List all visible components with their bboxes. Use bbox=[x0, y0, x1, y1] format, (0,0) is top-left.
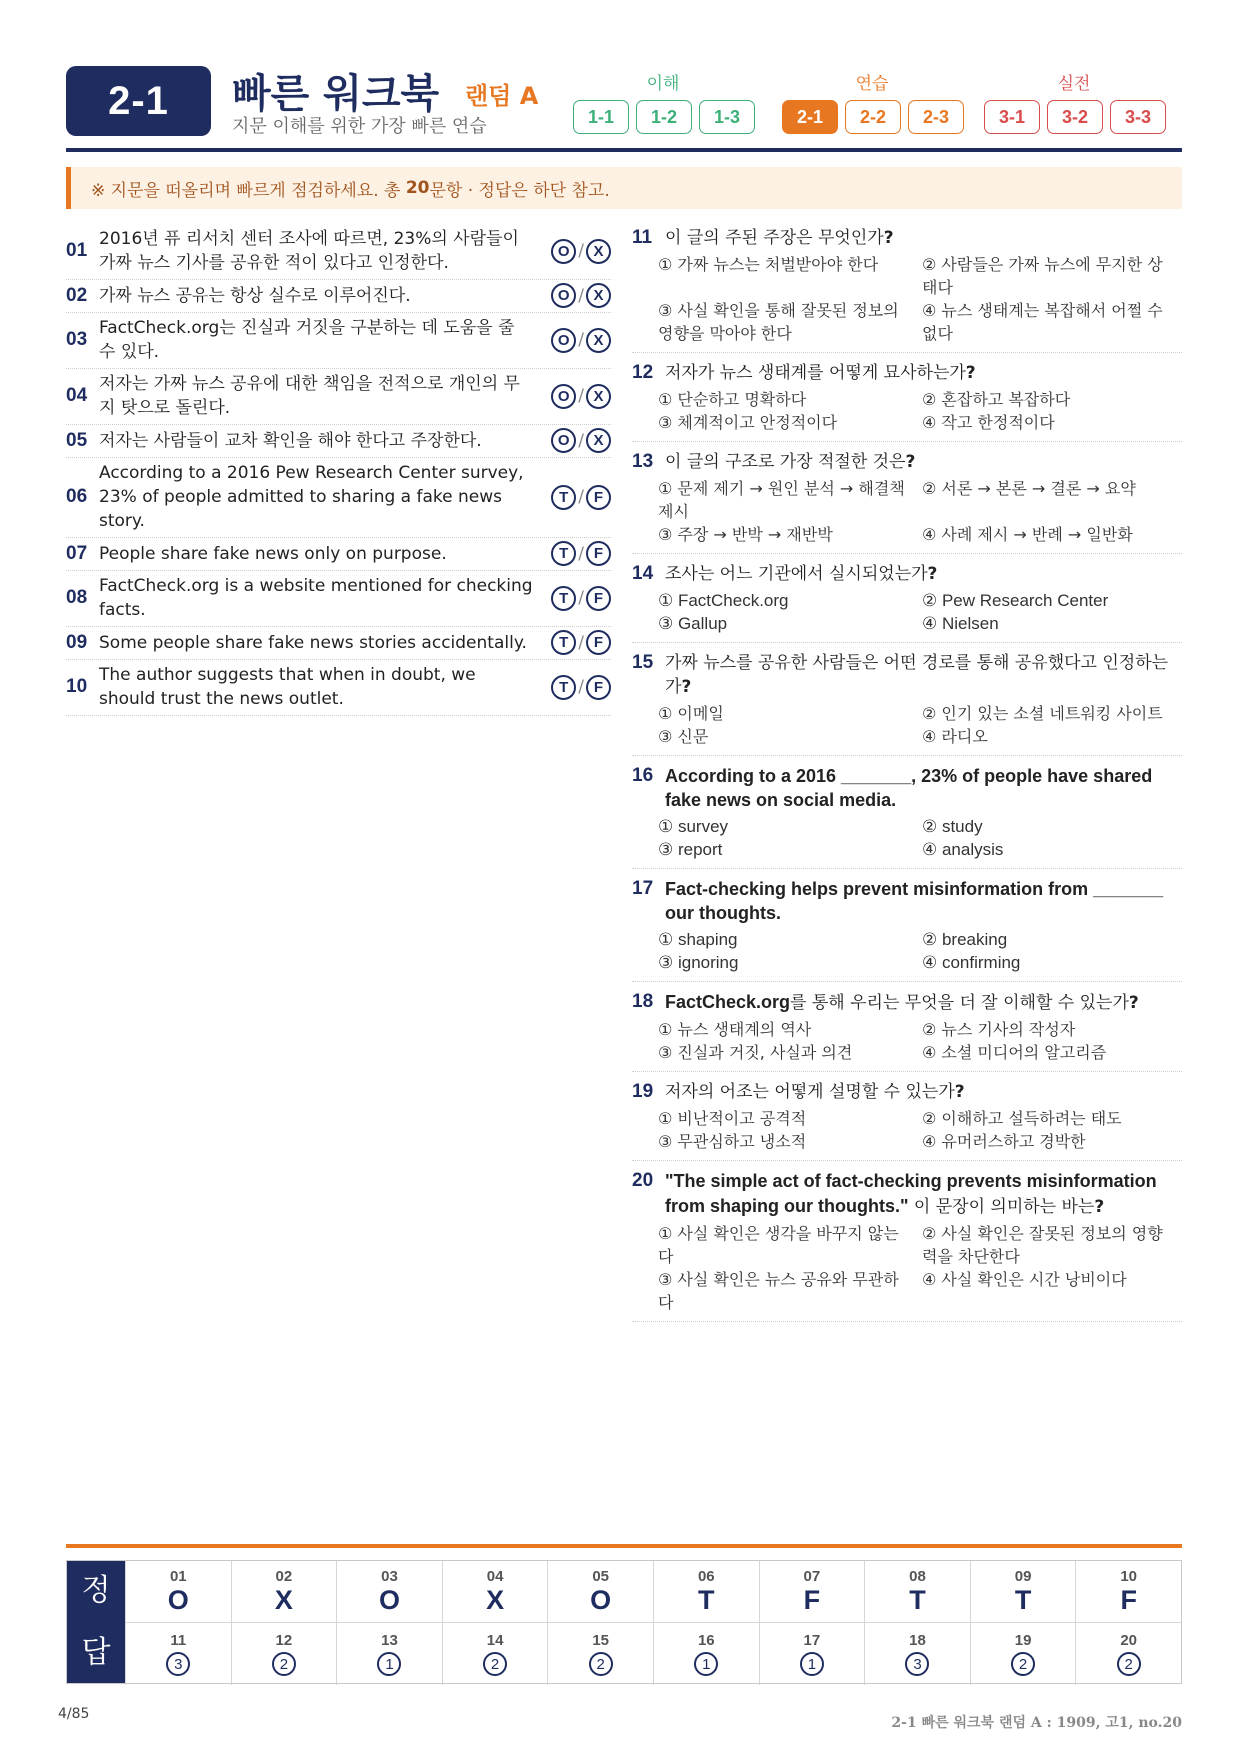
question-mark: ? bbox=[1128, 993, 1139, 1013]
question-text: People share fake news only on purpose. bbox=[99, 543, 447, 564]
question-text bbox=[665, 1080, 1182, 1104]
choice-f-circle[interactable]: F bbox=[586, 541, 611, 566]
answer-choices bbox=[541, 485, 611, 510]
question-stem bbox=[632, 877, 1182, 925]
answer-number: 11 bbox=[170, 1632, 187, 1649]
question-text bbox=[665, 562, 1182, 586]
question-text: 저자는 가짜 뉴스 공유에 대한 책임을 전적으로 개인의 무지 탓으로 돌린다. bbox=[99, 374, 520, 418]
ox-question-row bbox=[66, 538, 611, 571]
question-text bbox=[665, 450, 1182, 474]
question-mark: ? bbox=[1094, 1197, 1105, 1217]
answer-cell-07 bbox=[759, 1561, 865, 1623]
question-stem bbox=[632, 361, 1182, 385]
option-2[interactable]: ② 뉴스 기사의 작성자 bbox=[922, 1020, 1076, 1039]
option-4[interactable]: ④ 유머러스하고 경박한 bbox=[922, 1132, 1086, 1151]
question-mark: ? bbox=[883, 228, 894, 248]
question-number: 06 bbox=[66, 486, 88, 507]
question-mark: ? bbox=[927, 564, 938, 584]
option-4[interactable]: ④ 작고 한정적이다 bbox=[922, 413, 1055, 432]
option-4[interactable]: ④ 사례 제시 → 반례 → 일반화 bbox=[922, 525, 1133, 544]
answer-cell-19 bbox=[970, 1623, 1076, 1685]
answer-choices bbox=[541, 428, 611, 453]
answer-key-table bbox=[66, 1560, 1182, 1684]
answer-number: 05 bbox=[592, 1568, 610, 1585]
option-4[interactable]: ④ Nielsen bbox=[922, 614, 999, 633]
answer-number: 17 bbox=[803, 1632, 821, 1649]
choice-o-circle[interactable]: O bbox=[551, 283, 576, 308]
nav-button-2-1[interactable]: 2-1 bbox=[782, 100, 838, 134]
mcq-question bbox=[632, 875, 1182, 982]
question-text-body: Fact-checking helps prevent misinformation from _______ our thoughts. bbox=[665, 879, 1164, 923]
option-4[interactable]: ④ 사실 확인은 시간 낭비이다 bbox=[922, 1270, 1127, 1289]
question-stem bbox=[632, 562, 1182, 586]
option-1[interactable]: ① 이메일 bbox=[658, 704, 724, 723]
choice-t-circle[interactable]: T bbox=[551, 586, 576, 611]
choice-x-circle[interactable]: X bbox=[586, 239, 611, 264]
group-label-understanding: 이해 bbox=[646, 74, 680, 94]
mcq-question bbox=[632, 762, 1182, 869]
option-1[interactable]: ① 문제 제기 → 원인 분석 → 해결책 제시 bbox=[658, 479, 905, 521]
page-header bbox=[66, 62, 1182, 158]
option-grid bbox=[632, 1018, 1182, 1064]
option-grid bbox=[632, 928, 1182, 974]
option-grid bbox=[632, 253, 1182, 345]
question-mark: ? bbox=[954, 1082, 965, 1102]
page-number: 4/85 bbox=[58, 1706, 90, 1722]
answer-grid bbox=[125, 1561, 1181, 1683]
group-label-practice: 연습 bbox=[855, 74, 889, 94]
question-text: 가짜 뉴스 공유는 항상 실수로 이루어진다. bbox=[99, 285, 411, 306]
page-title: 빠른 워크북 bbox=[232, 71, 440, 117]
question-text-body: 이 글의 구조로 가장 적절한 것은 bbox=[665, 452, 906, 472]
answer-number: 20 bbox=[1120, 1632, 1138, 1649]
mcq-question bbox=[632, 988, 1182, 1072]
question-stem bbox=[632, 226, 1182, 250]
question-text: According to a 2016 Pew Research Center survey, 23% of people admitted to sharing a fake news story. bbox=[99, 463, 524, 531]
choice-separator: / bbox=[578, 543, 584, 564]
answer-choice-circle: 3 bbox=[166, 1652, 190, 1676]
choice-t-circle[interactable]: T bbox=[551, 485, 576, 510]
mcq-question-list bbox=[632, 224, 1182, 1328]
answer-number: 13 bbox=[381, 1632, 398, 1649]
choice-separator: / bbox=[578, 677, 584, 697]
question-text-body: 를 통해 우리는 무엇을 더 잘 이해할 수 있는가 bbox=[790, 993, 1129, 1013]
question-stem bbox=[632, 450, 1182, 474]
answer-cell-18 bbox=[864, 1623, 970, 1685]
answer-number: 16 bbox=[697, 1632, 715, 1649]
question-number: 04 bbox=[66, 385, 88, 406]
nav-button-3-2[interactable]: 3-2 bbox=[1047, 100, 1103, 134]
answer-value: O bbox=[167, 1585, 189, 1615]
answer-choice-circle: 1 bbox=[800, 1652, 824, 1676]
answer-number: 10 bbox=[1120, 1568, 1138, 1585]
question-mark: ? bbox=[681, 677, 692, 697]
question-number: 18 bbox=[632, 991, 654, 1012]
question-text-body: According to a 2016 _______, 23% of people have shared fake news on social media. bbox=[665, 766, 1153, 810]
option-1[interactable]: ① 사실 확인은 생각을 바꾸지 않는다 bbox=[658, 1224, 899, 1266]
choice-separator: / bbox=[578, 430, 584, 451]
answer-number: 15 bbox=[592, 1632, 610, 1649]
unit-badge: 2-1 bbox=[66, 66, 211, 136]
answer-choice-circle: 3 bbox=[905, 1652, 929, 1676]
option-3[interactable]: ③ 진실과 거짓, 사실과 의견 bbox=[658, 1043, 853, 1062]
answer-cell-08 bbox=[864, 1561, 970, 1623]
mcq-question bbox=[632, 359, 1182, 442]
answer-cell-15 bbox=[547, 1623, 653, 1685]
answer-cell-20 bbox=[1075, 1623, 1181, 1685]
footer-source: 2-1 빠른 워크북 랜덤 A : 1909, 고1, no.20 bbox=[891, 1715, 1182, 1731]
nav-button-1-1[interactable]: 1-1 bbox=[573, 100, 629, 134]
option-grid bbox=[632, 477, 1182, 546]
question-number: 05 bbox=[66, 429, 88, 451]
option-3[interactable]: ③ 체계적이고 안정적이다 bbox=[658, 413, 838, 432]
option-1[interactable]: ① FactCheck.org bbox=[658, 591, 789, 610]
option-2[interactable]: ② 사실 확인은 잘못된 정보의 영향력을 차단한다 bbox=[922, 1224, 1163, 1266]
option-3[interactable]: ③ Gallup bbox=[658, 614, 728, 633]
option-1[interactable]: ① 뉴스 생태계의 역사 bbox=[658, 1020, 812, 1039]
choice-o-circle[interactable]: O bbox=[551, 428, 576, 453]
question-text-body: 가짜 뉴스를 공유한 사람들은 어떤 경로를 통해 공유했다고 인정하는가 bbox=[665, 653, 1169, 697]
question-number: 17 bbox=[632, 878, 654, 899]
question-text: FactCheck.org is a website mentioned for checking facts. bbox=[99, 576, 533, 620]
choice-o-circle[interactable]: O bbox=[551, 328, 576, 353]
option-1[interactable]: ① shaping bbox=[658, 930, 738, 949]
answer-cell-04 bbox=[442, 1561, 548, 1623]
notice-count: 20 bbox=[405, 178, 430, 198]
answer-cell-01 bbox=[125, 1561, 231, 1623]
mcq-question bbox=[632, 224, 1182, 353]
option-3[interactable]: ③ report bbox=[658, 840, 723, 859]
ox-question-row bbox=[66, 280, 611, 313]
answer-number: 01 bbox=[169, 1568, 187, 1585]
nav-button-2-2[interactable]: 2-2 bbox=[845, 100, 901, 134]
ox-question-row bbox=[66, 660, 611, 716]
answer-choices bbox=[541, 630, 611, 655]
option-2[interactable]: ② breaking bbox=[922, 930, 1008, 949]
answer-choice-circle: 2 bbox=[1117, 1652, 1141, 1676]
answer-cell-06 bbox=[653, 1561, 759, 1623]
answer-value: T bbox=[1014, 1585, 1032, 1615]
answer-cell-03 bbox=[336, 1561, 442, 1623]
option-3[interactable]: ③ 사실 확인을 통해 잘못된 정보의 영향을 막아야 한다 bbox=[658, 301, 899, 343]
ox-question-row bbox=[66, 425, 611, 458]
question-number: 20 bbox=[632, 1170, 654, 1191]
question-text-body: 저자의 어조는 어떻게 설명할 수 있는가 bbox=[665, 1082, 955, 1102]
question-text: 2016년 퓨 리서치 센터 조사에 따르면, 23%의 사람들이 가짜 뉴스 기사를 공유한 적이 있다고 인정한다. bbox=[99, 229, 519, 273]
question-text: Some people share fake news stories accidentally. bbox=[99, 632, 527, 653]
choice-x-circle[interactable]: X bbox=[586, 428, 611, 453]
choice-o-circle[interactable]: O bbox=[551, 384, 576, 409]
question-number: 19 bbox=[632, 1081, 654, 1102]
option-1[interactable]: ① 가짜 뉴스는 처벌받아야 한다 bbox=[658, 255, 879, 274]
option-grid bbox=[632, 589, 1182, 635]
answer-choices bbox=[541, 675, 611, 700]
answer-choice-circle: 2 bbox=[1011, 1652, 1035, 1676]
answer-label-top: 정 bbox=[81, 1573, 111, 1608]
question-text bbox=[665, 877, 1182, 925]
option-3[interactable]: ③ 주장 → 반박 → 재반박 bbox=[658, 525, 833, 544]
question-text: FactCheck.org는 진실과 거짓을 구분하는 데 도움을 줄 수 있다. bbox=[99, 318, 515, 362]
option-grid bbox=[632, 815, 1182, 861]
notice-prefix: ※ 지문을 떠올리며 빠르게 점검하세요. 총 bbox=[91, 180, 406, 201]
answer-choice-circle: 2 bbox=[483, 1652, 507, 1676]
question-stem bbox=[632, 1169, 1182, 1219]
answer-choices bbox=[541, 586, 611, 611]
option-2[interactable]: ② study bbox=[922, 817, 983, 836]
question-text-body: 조사는 어느 기관에서 실시되었는가 bbox=[665, 564, 928, 584]
answer-number: 03 bbox=[381, 1568, 398, 1585]
question-number: 03 bbox=[66, 329, 88, 350]
question-number: 02 bbox=[66, 284, 88, 306]
answer-value: F bbox=[1120, 1585, 1137, 1615]
question-number: 01 bbox=[66, 240, 88, 261]
choice-x-circle[interactable]: X bbox=[586, 283, 611, 308]
choice-f-circle[interactable]: F bbox=[586, 675, 611, 700]
answer-number: 19 bbox=[1014, 1632, 1032, 1649]
choice-f-circle[interactable]: F bbox=[586, 485, 611, 510]
question-text-bold: FactCheck.org bbox=[665, 992, 791, 1012]
answer-cell-12 bbox=[231, 1623, 337, 1685]
choice-separator: / bbox=[578, 285, 584, 306]
question-number: 07 bbox=[66, 542, 88, 564]
option-4[interactable]: ④ 라디오 bbox=[922, 727, 988, 746]
option-2[interactable]: ② 이해하고 설득하려는 태도 bbox=[922, 1109, 1122, 1128]
page-description: 지문 이해를 위한 가장 빠른 연습 bbox=[232, 116, 487, 137]
ox-question-row bbox=[66, 313, 611, 369]
choice-separator: / bbox=[578, 588, 584, 608]
question-text-body: 이 문장이 의미하는 바는 bbox=[908, 1197, 1095, 1217]
choice-f-circle[interactable]: F bbox=[586, 630, 611, 655]
ox-question-row bbox=[66, 224, 611, 280]
option-4[interactable]: ④ analysis bbox=[922, 840, 1004, 859]
choice-x-circle[interactable]: X bbox=[586, 328, 611, 353]
choice-separator: / bbox=[578, 487, 584, 507]
nav-button-1-3[interactable]: 1-3 bbox=[699, 100, 755, 134]
question-mark: ? bbox=[905, 452, 916, 472]
answer-cell-09 bbox=[970, 1561, 1076, 1623]
question-text bbox=[665, 361, 1182, 385]
choice-o-circle[interactable]: O bbox=[551, 239, 576, 264]
question-text bbox=[665, 1169, 1182, 1219]
mcq-question bbox=[632, 1167, 1182, 1322]
option-2[interactable]: ② 인기 있는 소셜 네트워킹 사이트 bbox=[922, 704, 1163, 723]
choice-f-circle[interactable]: F bbox=[586, 586, 611, 611]
question-number: 15 bbox=[632, 652, 654, 673]
question-text-body: 이 글의 주된 주장은 무엇인가 bbox=[665, 228, 884, 248]
answer-value: T bbox=[698, 1585, 715, 1615]
option-1[interactable]: ① 단순하고 명확하다 bbox=[658, 390, 807, 409]
option-3[interactable]: ③ ignoring bbox=[658, 953, 739, 972]
page-subtitle: 랜덤 A bbox=[465, 82, 539, 110]
question-text bbox=[665, 651, 1182, 699]
question-text-body: 저자가 뉴스 생태계를 어떻게 묘사하는가 bbox=[665, 363, 966, 383]
mcq-question bbox=[632, 560, 1182, 643]
answer-divider bbox=[66, 1544, 1182, 1548]
choice-separator: / bbox=[578, 330, 584, 350]
choice-t-circle[interactable]: T bbox=[551, 675, 576, 700]
answer-cell-05 bbox=[547, 1561, 653, 1623]
mcq-question bbox=[632, 448, 1182, 554]
answer-number: 02 bbox=[275, 1568, 293, 1585]
answer-value: O bbox=[378, 1585, 400, 1615]
question-number: 11 bbox=[632, 227, 653, 248]
answer-cell-14 bbox=[442, 1623, 548, 1685]
nav-button-3-3[interactable]: 3-3 bbox=[1110, 100, 1166, 134]
option-grid bbox=[632, 702, 1182, 748]
option-2[interactable]: ② Pew Research Center bbox=[922, 591, 1109, 610]
header-divider bbox=[66, 148, 1182, 152]
mcq-question bbox=[632, 649, 1182, 756]
option-2[interactable]: ② 혼잡하고 복잡하다 bbox=[922, 390, 1071, 409]
choice-t-circle[interactable]: T bbox=[551, 541, 576, 566]
notice-suffix: 문항 · 정답은 하단 참고. bbox=[429, 180, 610, 201]
answer-number: 04 bbox=[486, 1568, 504, 1585]
option-3[interactable]: ③ 무관심하고 냉소적 bbox=[658, 1132, 807, 1151]
ox-question-row bbox=[66, 369, 611, 425]
question-text: The author suggests that when in doubt, we should trust the news outlet. bbox=[99, 665, 476, 709]
option-2[interactable]: ② 사람들은 가짜 뉴스에 무지한 상태다 bbox=[922, 255, 1163, 297]
question-stem bbox=[632, 651, 1182, 699]
question-number: 10 bbox=[66, 676, 88, 697]
option-3[interactable]: ③ 사실 확인은 뉴스 공유와 무관하다 bbox=[658, 1270, 899, 1312]
answer-value: F bbox=[803, 1585, 821, 1615]
answer-number: 07 bbox=[803, 1568, 821, 1585]
answer-label-bottom: 답 bbox=[81, 1635, 111, 1670]
option-4[interactable]: ④ 소셜 미디어의 알고리즘 bbox=[922, 1043, 1107, 1062]
answer-value: T bbox=[909, 1585, 926, 1615]
answer-choice-circle: 2 bbox=[589, 1652, 613, 1676]
question-stem bbox=[632, 764, 1182, 812]
answer-cell-17 bbox=[759, 1623, 865, 1685]
answer-number: 12 bbox=[275, 1632, 293, 1649]
answer-key-label bbox=[67, 1561, 125, 1683]
choice-separator: / bbox=[578, 386, 584, 406]
answer-value: X bbox=[486, 1585, 505, 1615]
nav-button-1-2[interactable]: 1-2 bbox=[636, 100, 692, 134]
answer-choice-circle: 1 bbox=[694, 1652, 718, 1676]
answer-value: X bbox=[274, 1585, 293, 1615]
question-mark: ? bbox=[965, 363, 976, 383]
nav-button-3-1[interactable]: 3-1 bbox=[984, 100, 1040, 134]
answer-number: 06 bbox=[697, 1568, 715, 1585]
question-text bbox=[665, 990, 1182, 1015]
ox-question-list bbox=[66, 224, 611, 716]
option-3[interactable]: ③ 신문 bbox=[658, 727, 709, 746]
option-4[interactable]: ④ 뉴스 생태계는 복잡해서 어쩔 수 없다 bbox=[922, 301, 1163, 343]
option-grid bbox=[632, 388, 1182, 434]
question-number: 13 bbox=[632, 451, 654, 472]
option-4[interactable]: ④ confirming bbox=[922, 953, 1021, 972]
question-stem bbox=[632, 1080, 1182, 1104]
question-text: 저자는 사람들이 교차 확인을 해야 한다고 주장한다. bbox=[99, 430, 482, 451]
question-number: 12 bbox=[632, 362, 654, 383]
option-2[interactable]: ② 서론 → 본론 → 결론 → 요약 bbox=[922, 479, 1136, 498]
question-number: 09 bbox=[66, 631, 88, 653]
ox-question-row bbox=[66, 458, 611, 538]
choice-x-circle[interactable]: X bbox=[586, 384, 611, 409]
answer-number: 09 bbox=[1014, 1568, 1032, 1585]
choice-separator: / bbox=[578, 241, 584, 261]
question-stem bbox=[632, 990, 1182, 1015]
option-1[interactable]: ① 비난적이고 공격적 bbox=[658, 1109, 807, 1128]
question-text-bold: "The simple act of fact-checking prevents misinformation from shaping our thoughts." bbox=[665, 1171, 1157, 1216]
option-grid bbox=[632, 1107, 1182, 1153]
answer-cell-11 bbox=[125, 1623, 231, 1685]
answer-cell-16 bbox=[653, 1623, 759, 1685]
ox-question-row bbox=[66, 571, 611, 627]
question-number: 08 bbox=[66, 587, 88, 608]
answer-number: 18 bbox=[909, 1632, 926, 1649]
answer-cell-13 bbox=[336, 1623, 442, 1685]
answer-choices bbox=[541, 239, 611, 264]
answer-choices bbox=[541, 541, 611, 566]
answer-choices bbox=[541, 384, 611, 409]
answer-number: 08 bbox=[909, 1568, 926, 1585]
mcq-question bbox=[632, 1078, 1182, 1161]
question-text bbox=[665, 226, 1182, 250]
nav-button-2-3[interactable]: 2-3 bbox=[908, 100, 964, 134]
answer-cell-10 bbox=[1075, 1561, 1181, 1623]
choice-t-circle[interactable]: T bbox=[551, 630, 576, 655]
instruction-notice bbox=[66, 167, 1182, 209]
question-number: 14 bbox=[632, 563, 654, 584]
answer-number: 14 bbox=[486, 1632, 504, 1649]
group-label-real: 실전 bbox=[1057, 74, 1091, 94]
answer-value: O bbox=[590, 1585, 612, 1615]
answer-choice-circle: 1 bbox=[377, 1652, 401, 1676]
question-text bbox=[665, 764, 1182, 812]
answer-choice-circle: 2 bbox=[272, 1652, 296, 1676]
choice-separator: / bbox=[578, 632, 584, 653]
answer-choices bbox=[541, 328, 611, 353]
answer-choices bbox=[541, 283, 611, 308]
question-number: 16 bbox=[632, 765, 654, 786]
option-grid bbox=[632, 1222, 1182, 1314]
answer-cell-02 bbox=[231, 1561, 337, 1623]
ox-question-row bbox=[66, 627, 611, 660]
option-1[interactable]: ① survey bbox=[658, 817, 729, 836]
